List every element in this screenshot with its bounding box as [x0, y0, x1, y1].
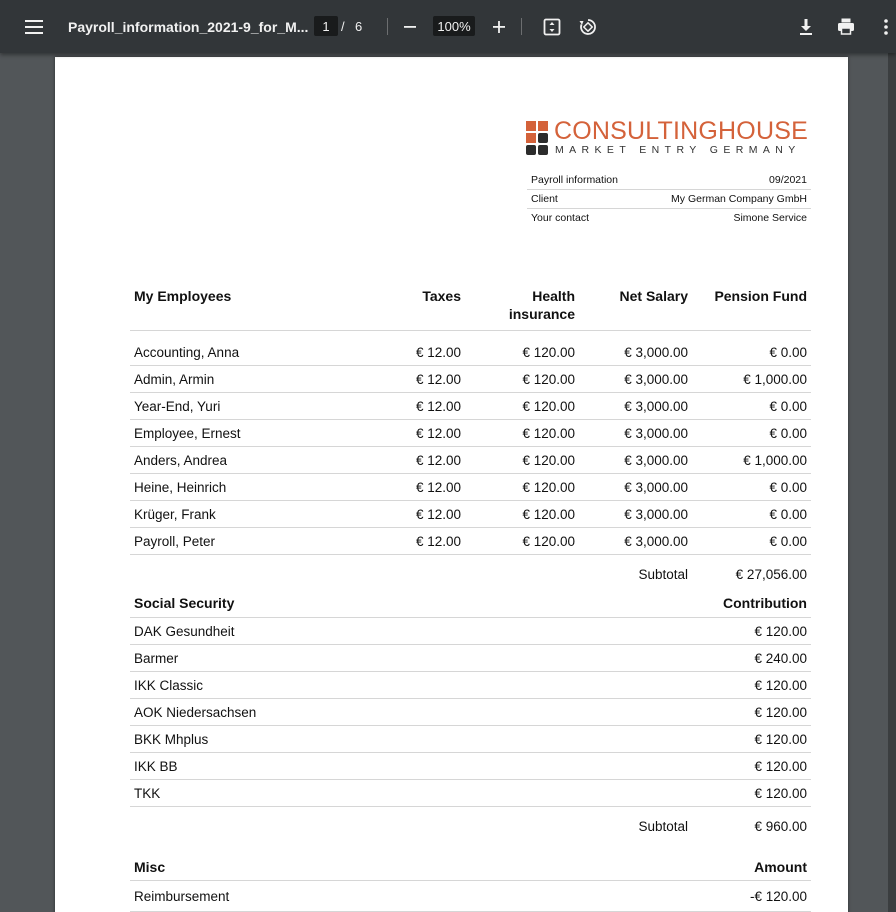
- contribution-cell: € 120.00: [692, 618, 811, 645]
- employee-name: Payroll, Peter: [130, 528, 380, 555]
- misc-table: [130, 854, 811, 912]
- table-header-row: [130, 589, 811, 618]
- contribution-cell: € 120.00: [692, 699, 811, 726]
- pension-cell: € 0.00: [692, 474, 811, 501]
- company-logo: [526, 117, 816, 160]
- table-row: [130, 393, 811, 420]
- taxes-cell: € 12.00: [380, 420, 465, 447]
- subtotal-row: [130, 555, 811, 594]
- logo-tagline: MARKET ENTRY GERMANY: [555, 144, 801, 156]
- contribution-cell: € 120.00: [692, 726, 811, 753]
- pdf-page: [55, 57, 848, 912]
- net-cell: € 3,000.00: [579, 474, 692, 501]
- subtotal-value: € 27,056.00: [735, 566, 807, 582]
- net-cell: € 3,000.00: [579, 528, 692, 555]
- insurer-name: BKK Mhplus: [130, 726, 579, 753]
- logo-icon: [526, 121, 548, 155]
- header-misc: Misc: [130, 854, 692, 881]
- employee-name: Employee, Ernest: [130, 420, 380, 447]
- employee-name: Anders, Andrea: [130, 447, 380, 474]
- zoom-out-icon[interactable]: [398, 0, 422, 53]
- taxes-cell: € 12.00: [380, 501, 465, 528]
- subtotal-label: Subtotal: [638, 818, 688, 834]
- table-row: [130, 726, 811, 753]
- taxes-cell: € 12.00: [380, 331, 465, 366]
- page-total: 6: [355, 19, 363, 34]
- header-taxes: Taxes: [380, 287, 465, 331]
- pdf-viewer[interactable]: [0, 53, 896, 912]
- contribution-cell: € 240.00: [692, 645, 811, 672]
- health-cell: € 120.00: [465, 393, 579, 420]
- employee-name: Heine, Heinrich: [130, 474, 380, 501]
- table-row: [130, 753, 811, 780]
- subtotal-value: € 960.00: [754, 818, 807, 834]
- header-health-line1: Health: [532, 288, 575, 304]
- insurer-name: IKK BB: [130, 753, 579, 780]
- vertical-scrollbar[interactable]: [888, 53, 896, 912]
- subtotal-label: Subtotal: [638, 566, 688, 582]
- header-social-security: Social Security: [130, 589, 579, 618]
- net-cell: € 3,000.00: [579, 366, 692, 393]
- net-cell: € 3,000.00: [579, 420, 692, 447]
- insurer-name: IKK Classic: [130, 672, 579, 699]
- table-row: [130, 366, 811, 393]
- table-row: [130, 672, 811, 699]
- fit-to-page-icon[interactable]: [540, 0, 564, 53]
- pension-cell: € 0.00: [692, 501, 811, 528]
- header-employees: My Employees: [130, 287, 380, 331]
- table-header-row: [130, 854, 811, 881]
- subtotal-row: [130, 807, 811, 846]
- page-number-input[interactable]: 1: [314, 16, 338, 36]
- health-cell: € 120.00: [465, 331, 579, 366]
- table-row: [130, 618, 811, 645]
- table-row: [130, 447, 811, 474]
- more-options-icon[interactable]: [874, 0, 896, 53]
- pension-cell: € 0.00: [692, 420, 811, 447]
- employee-name: Accounting, Anna: [130, 331, 380, 366]
- document-title: Payroll_information_2021-9_for_M...: [68, 18, 309, 35]
- table-row: [130, 881, 811, 912]
- health-cell: € 120.00: [465, 447, 579, 474]
- table-header-row: [130, 287, 811, 331]
- contribution-cell: € 120.00: [692, 780, 811, 807]
- insurer-name: TKK: [130, 780, 579, 807]
- contribution-cell: € 120.00: [692, 753, 811, 780]
- social-security-table: [130, 589, 811, 845]
- insurer-name: DAK Gesundheit: [130, 618, 579, 645]
- info-label: Client: [531, 193, 558, 205]
- taxes-cell: € 12.00: [380, 528, 465, 555]
- download-icon[interactable]: [794, 0, 818, 53]
- taxes-cell: € 12.00: [380, 474, 465, 501]
- pension-cell: € 1,000.00: [692, 366, 811, 393]
- zoom-in-icon[interactable]: [487, 0, 511, 53]
- health-cell: € 120.00: [465, 366, 579, 393]
- table-row: [130, 780, 811, 807]
- pension-cell: € 0.00: [692, 393, 811, 420]
- misc-amount-cell: -€ 120.00: [692, 881, 811, 912]
- net-cell: € 3,000.00: [579, 447, 692, 474]
- pension-cell: € 1,000.00: [692, 447, 811, 474]
- health-cell: € 120.00: [465, 501, 579, 528]
- health-cell: € 120.00: [465, 528, 579, 555]
- insurer-name: AOK Niedersachsen: [130, 699, 579, 726]
- employee-name: Year-End, Yuri: [130, 393, 380, 420]
- info-value: 09/2021: [769, 174, 807, 186]
- taxes-cell: € 12.00: [380, 393, 465, 420]
- info-label: Payroll information: [531, 174, 618, 186]
- header-health-line2: insurance: [508, 306, 575, 322]
- employee-name: Admin, Armin: [130, 366, 380, 393]
- menu-icon[interactable]: [22, 0, 46, 53]
- info-value: My German Company GmbH: [671, 193, 807, 205]
- info-label: Your contact: [531, 212, 589, 224]
- pension-cell: € 0.00: [692, 331, 811, 366]
- info-block: [527, 171, 811, 227]
- info-row: [527, 209, 811, 227]
- header-net-salary: Net Salary: [579, 287, 692, 331]
- table-row: [130, 420, 811, 447]
- table-row: [130, 645, 811, 672]
- table-row: [130, 501, 811, 528]
- misc-item-name: Reimbursement: [130, 881, 692, 912]
- info-row: [527, 190, 811, 209]
- info-value: Simone Service: [733, 212, 807, 224]
- pdf-toolbar: [0, 0, 896, 53]
- net-cell: € 3,000.00: [579, 501, 692, 528]
- net-cell: € 3,000.00: [579, 331, 692, 366]
- zoom-input[interactable]: 100%: [433, 16, 475, 36]
- health-cell: € 120.00: [465, 420, 579, 447]
- toolbar-divider: [521, 18, 522, 35]
- header-health: [465, 287, 579, 331]
- taxes-cell: € 12.00: [380, 366, 465, 393]
- header-pension-fund: Pension Fund: [692, 287, 811, 331]
- employee-name: Krüger, Frank: [130, 501, 380, 528]
- pension-cell: € 0.00: [692, 528, 811, 555]
- health-cell: € 120.00: [465, 474, 579, 501]
- header-contribution: Contribution: [692, 589, 811, 618]
- info-row: [527, 171, 811, 190]
- employees-table: [130, 287, 811, 593]
- taxes-cell: € 12.00: [380, 447, 465, 474]
- table-row: [130, 331, 811, 366]
- contribution-cell: € 120.00: [692, 672, 811, 699]
- rotate-icon[interactable]: [576, 0, 600, 53]
- table-row: [130, 528, 811, 555]
- table-row: [130, 699, 811, 726]
- net-cell: € 3,000.00: [579, 393, 692, 420]
- print-icon[interactable]: [834, 0, 858, 53]
- insurer-name: Barmer: [130, 645, 579, 672]
- table-row: [130, 474, 811, 501]
- toolbar-divider: [387, 18, 388, 35]
- logo-name: CONSULTINGHOUSE: [554, 117, 808, 145]
- header-amount: Amount: [692, 854, 811, 881]
- page-separator: /: [341, 19, 345, 34]
